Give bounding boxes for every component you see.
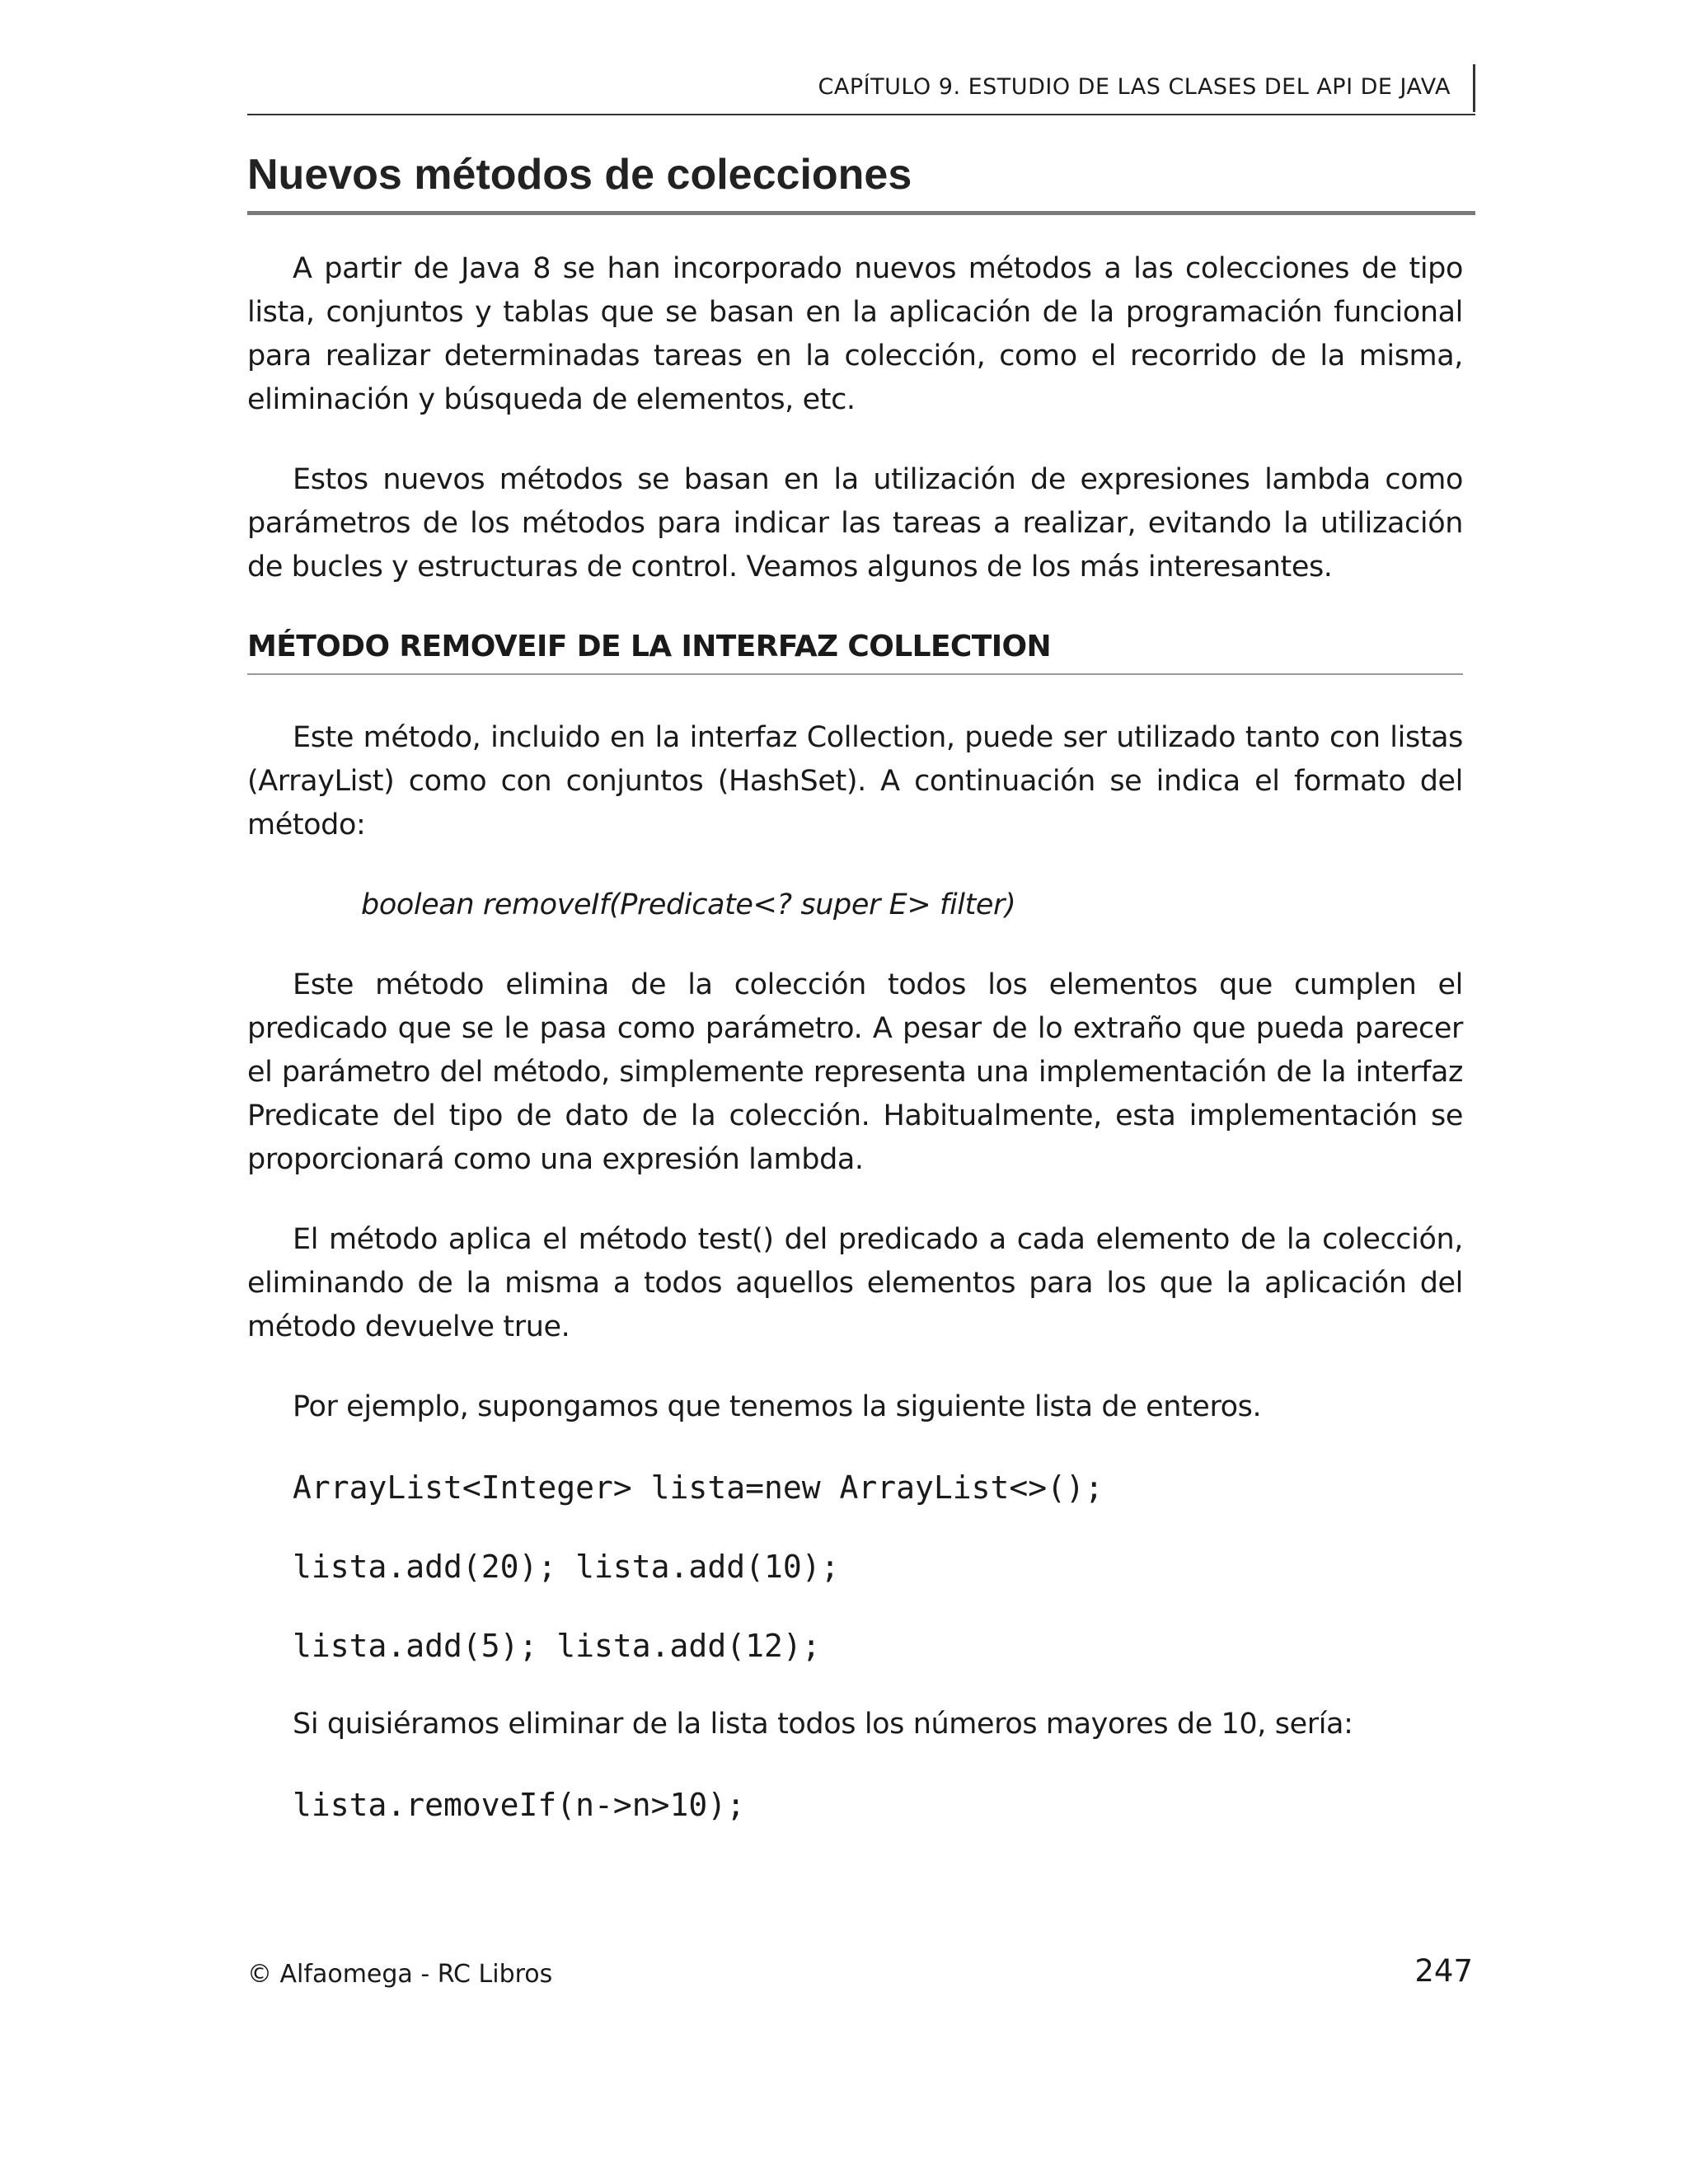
- paragraph-removeif-3: El método aplica el método test() del predicado a cada elemento de la colección, eliminando de la misma a todos aquellos elementos para los que la aplicación del método devuelve true.: [247, 1223, 1463, 1343]
- paragraph-intro-2: Estos nuevos métodos se basan en la utilización de expresiones lambda como parámetros de los métodos para indicar las tareas a realizar, evitando la utilización de bucles y estructuras de control. Veamos algunos de los más interesantes.: [247, 463, 1463, 583]
- paragraph-removeif-1: Este método, incluido en la interfaz Collection, puede ser utilizado tanto con listas (ArrayList) como con conjuntos (HashSet). A continuación se indica el formato del método:: [247, 721, 1463, 841]
- footer-publisher: © Alfaomega - RC Libros: [247, 1960, 553, 1989]
- subheading-removeif: MÉTODO REMOVEIF DE LA INTERFAZ COLLECTION: [247, 626, 1463, 675]
- method-signature: boolean removeIf(Predicate<? super E> filter): [361, 888, 1016, 921]
- paragraph-example-remove: Si quisiéramos eliminar de la lista todos los números mayores de 10, sería:: [293, 1708, 1353, 1741]
- paragraph-removeif-2: Este método elimina de la colección todos los elementos que cumplen el predicado que se le pasa como parámetro. A pesar de lo extraño que pueda parecer el parámetro del método, simplemente representa una implementación de la interfaz Predicate del tipo de dato de la colección. Habitualmente, esta implementación se proporcionará como una expresión lambda.: [247, 968, 1463, 1176]
- code-line-3: lista.add(5); lista.add(12);: [293, 1628, 821, 1664]
- page-content: [247, 247, 1463, 1862]
- paragraph-intro-1: A partir de Java 8 se han incorporado nuevos métodos a las colecciones de tipo lista, conjuntos y tablas que se basan en la aplicación de la programación funcional para realizar determinadas tareas en la colección, como el recorrido de la misma, eliminación y búsqueda de elementos, etc.: [247, 252, 1463, 416]
- running-header: [247, 64, 1475, 115]
- code-line-4: lista.removeIf(n->n>10);: [293, 1787, 746, 1823]
- paragraph-example-intro: Por ejemplo, supongamos que tenemos la siguiente lista de enteros.: [293, 1390, 1262, 1423]
- code-line-1: ArrayList<Integer> lista=new ArrayList<>();: [293, 1469, 1104, 1506]
- code-line-2: lista.add(20); lista.add(10);: [293, 1549, 840, 1585]
- section-title: Nuevos métodos de colecciones: [247, 148, 1475, 215]
- running-header-title: CAPÍTULO 9. ESTUDIO DE LAS CLASES DEL API DE JAVA: [818, 74, 1451, 100]
- page-number: 247: [1414, 1953, 1473, 1989]
- running-header-rule: [1473, 64, 1475, 112]
- book-page: [247, 0, 1475, 2184]
